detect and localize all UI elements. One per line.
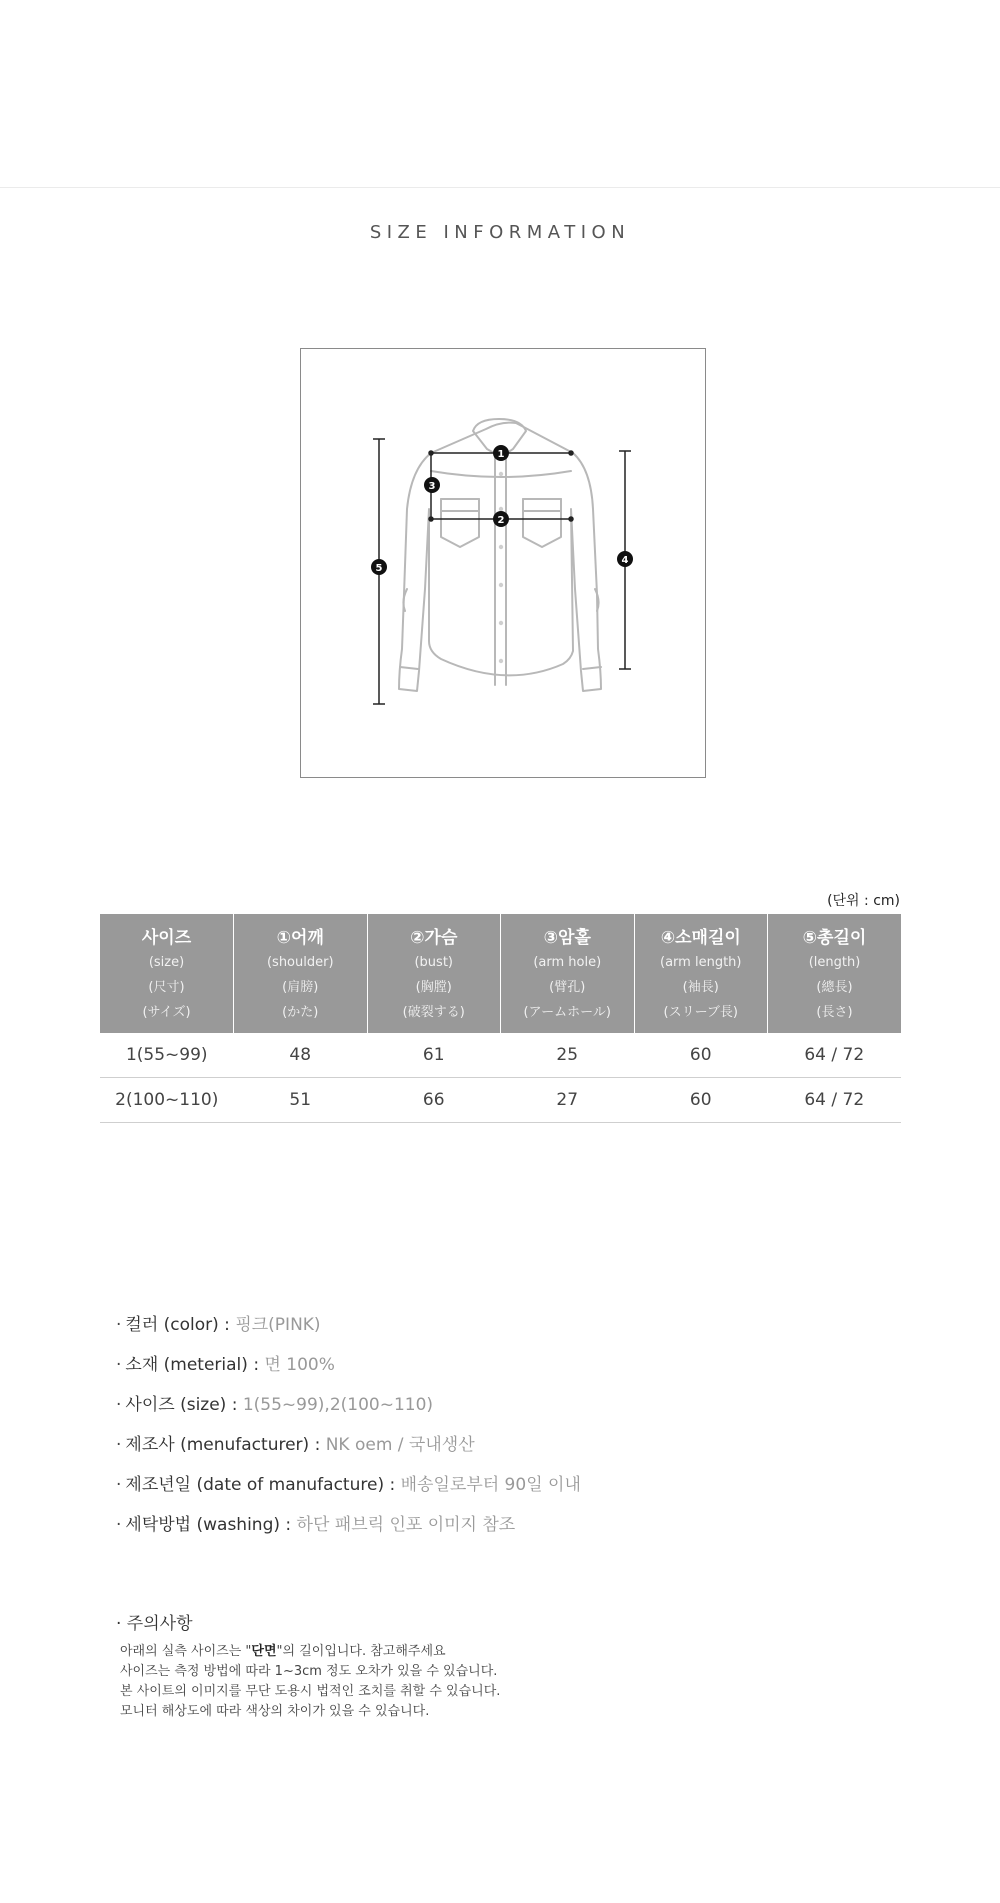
table-cell: 64 / 72	[768, 1078, 902, 1123]
notes-line-2: 사이즈는 측정 방법에 따라 1~3cm 정도 오차가 있을 수 있습니다.	[120, 1664, 498, 1679]
size-table	[100, 914, 901, 1123]
table-cell: 61	[367, 1033, 501, 1078]
notes-title: · 주의사항	[116, 1614, 193, 1634]
header-size: 사이즈 (size) (尺寸) (サイズ)	[100, 914, 234, 1033]
unit-label: (단위 : cm)	[827, 893, 900, 909]
table-row	[100, 1033, 901, 1078]
notes-line-1: 아래의 실측 사이즈는 "단면"의 길이입니다. 참고해주세요	[120, 1644, 446, 1659]
info-material: · 소재 (meterial) : 면 100%	[116, 1355, 335, 1375]
marker-3: 3	[428, 481, 436, 492]
marker-1: 1	[497, 449, 505, 460]
marker-4: 4	[621, 555, 629, 566]
marker-5: 5	[375, 563, 383, 574]
table-cell: 27	[501, 1078, 635, 1123]
table-cell: 64 / 72	[768, 1033, 902, 1078]
table-cell: 66	[367, 1078, 501, 1123]
info-date-of-manufacture: · 제조년일 (date of manufacture) : 배송일로부터 90일 이내	[116, 1475, 581, 1495]
info-washing: · 세탁방법 (washing) : 하단 패브릭 인포 이미지 참조	[116, 1515, 516, 1535]
table-header-row	[100, 914, 901, 1033]
table-cell: 60	[634, 1078, 768, 1123]
page-title: SIZE INFORMATION	[369, 222, 631, 243]
header-shoulder: ①어깨 (shoulder) (肩膀) (かた)	[234, 914, 368, 1033]
header-arm-hole: ③암홀 (arm hole) (臂孔) (アームホール)	[501, 914, 635, 1033]
table-cell: 51	[234, 1078, 368, 1123]
shirt-illustration	[301, 349, 707, 779]
table-cell: 2(100~110)	[100, 1078, 234, 1123]
shirt-diagram	[300, 348, 706, 778]
header-length: ⑤총길이 (length) (總長) (長さ)	[768, 914, 902, 1033]
header-bust: ②가슴 (bust) (胸膛) (破裂する)	[367, 914, 501, 1033]
notes-text	[120, 1642, 500, 1722]
info-size: · 사이즈 (size) : 1(55~99),2(100~110)	[116, 1395, 434, 1415]
top-divider	[0, 187, 1000, 188]
table-row	[100, 1078, 901, 1123]
info-manufacturer: · 제조사 (menufacturer) : NK oem / 국내생산	[116, 1435, 475, 1455]
notes-line-4: 모니터 해상도에 따라 색상의 차이가 있을 수 있습니다.	[120, 1704, 430, 1719]
table-cell: 1(55~99)	[100, 1033, 234, 1078]
notes-line-3: 본 사이트의 이미지를 무단 도용시 법적인 조치를 취할 수 있습니다.	[120, 1684, 501, 1699]
table-cell: 60	[634, 1033, 768, 1078]
marker-2: 2	[497, 515, 505, 526]
header-arm-length: ④소매길이 (arm length) (袖長) (スリーブ長)	[634, 914, 768, 1033]
table-cell: 48	[234, 1033, 368, 1078]
table-cell: 25	[501, 1033, 635, 1078]
product-info-list	[116, 1313, 581, 1553]
info-color: · 컬러 (color) : 핑크(PINK)	[116, 1315, 321, 1335]
